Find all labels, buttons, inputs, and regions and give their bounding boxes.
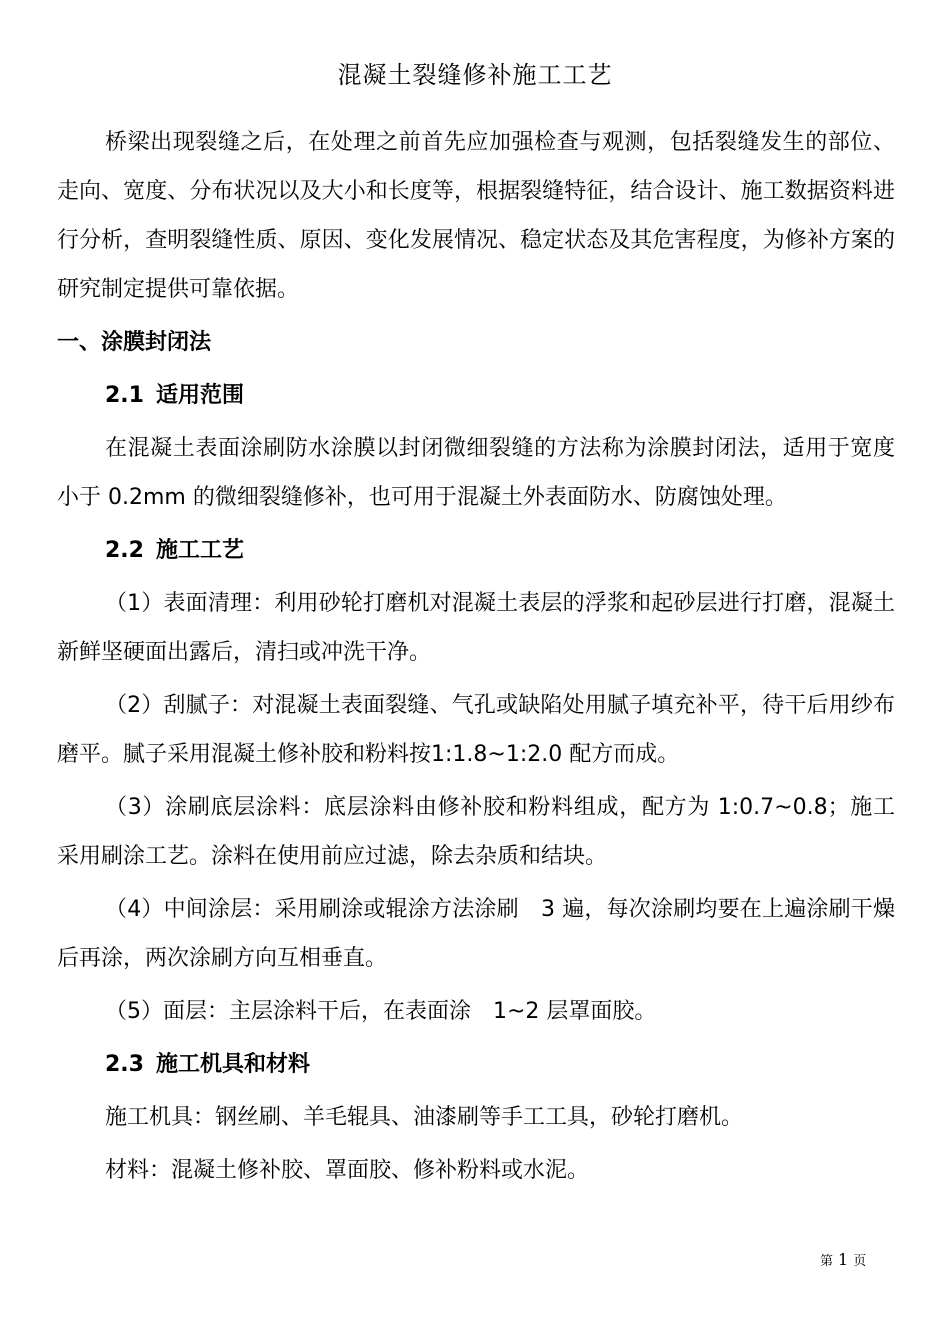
subsection-heading-process <box>57 526 895 575</box>
process-step: （2）刮腻子：对混凝土表面裂缝、气孔或缺陷处用腻子填充补平，待干后用纱布磨平。腻子采用混凝土修补胶和粉料按1:1.8~1:2.0 配方而成。 <box>57 693 895 767</box>
subsection-number: 2.1 <box>105 383 144 408</box>
intro-paragraph: 桥梁出现裂缝之后，在处理之前首先应加强检查与观测，包括裂缝发生的部位、走向、宽度、分布状况以及大小和长度等，根据裂缝特征，结合设计、施工数据资料进行分析，查明裂缝性质、原因、变化发展情况、稳定状态及其危害程度，为修补方案的研究制定提供可靠依据。 <box>57 130 895 302</box>
process-step: （5）面层：主层涂料干后，在表面涂 1~2 层罩面胶。 <box>105 999 657 1024</box>
page-number: 1 <box>838 1250 849 1269</box>
materials-paragraph: 材料：混凝土修补胶、罩面胶、修补粉料或水泥。 <box>105 1158 590 1183</box>
section-heading: 一、涂膜封闭法 <box>57 330 212 355</box>
subsection-title: 施工工艺 <box>155 538 244 563</box>
tools-paragraph: 施工机具：钢丝刷、羊毛辊具、油漆刷等手工工具，砂轮打磨机。 <box>105 1105 744 1130</box>
subsection-heading-tools <box>57 1040 895 1089</box>
process-step: （3）涂刷底层涂料：底层涂料由修补胶和粉料组成，配方为 1:0.7~0.8；施工采用刷涂工艺。涂料在使用前应过滤，除去杂质和结块。 <box>57 795 895 869</box>
subsection-heading-scope <box>57 371 895 420</box>
process-step: （4）中间涂层：采用刷涂或辊涂方法涂刷 3 遍，每次涂刷均要在上遍涂刷干燥后再涂，两次涂刷方向互相垂直。 <box>57 897 895 971</box>
document-title: 混凝土裂缝修补施工工艺 <box>337 61 613 89</box>
subsection-number: 2.3 <box>105 1052 144 1077</box>
subsection-title: 适用范围 <box>155 383 244 408</box>
document-body <box>57 118 895 1199</box>
subsection-number: 2.2 <box>105 538 144 563</box>
process-step: （1）表面清理：利用砂轮打磨机对混凝土表层的浮浆和起砂层进行打磨，混凝土新鲜坚硬面出露后，清扫或冲洗干净。 <box>57 591 895 665</box>
scope-paragraph: 在混凝土表面涂刷防水涂膜以封闭微细裂缝的方法称为涂膜封闭法，适用于宽度小于 0.2mm 的微细裂缝修补，也可用于混凝土外表面防水、防腐蚀处理。 <box>57 436 895 510</box>
subsection-title: 施工机具和材料 <box>155 1052 310 1077</box>
page-suffix: 页 <box>853 1254 867 1269</box>
page-prefix: 第 <box>820 1254 834 1269</box>
page-number-label <box>820 1250 866 1269</box>
